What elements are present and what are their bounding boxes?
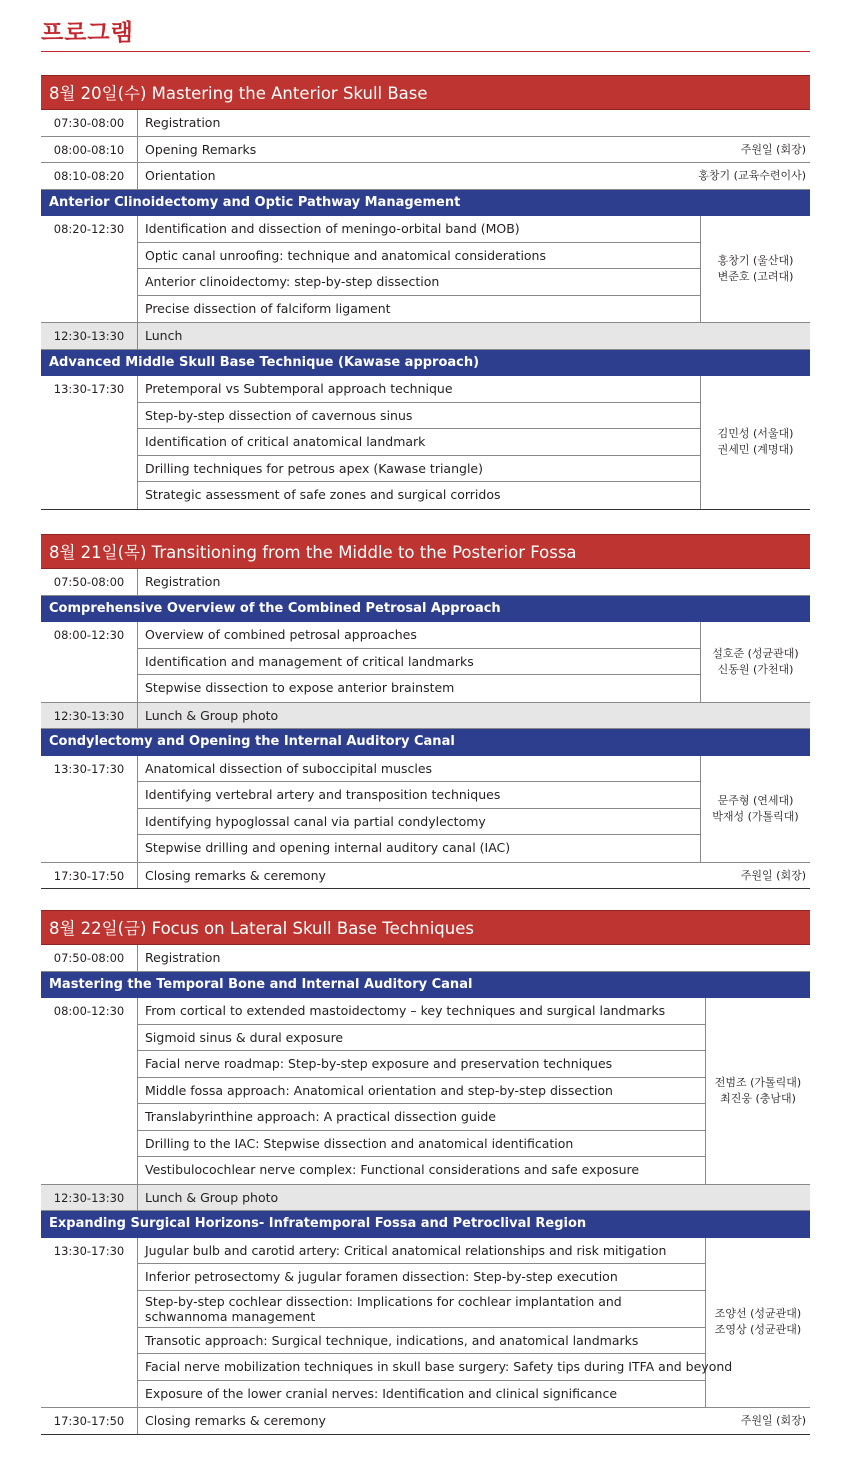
row-label: Lunch & Group photo (145, 707, 279, 723)
session-item: Anatomical dissection of suboccipital muscles (138, 756, 700, 783)
speaker: 김민성 (서울대) (717, 427, 794, 441)
session-item: Drilling techniques for petrous apex (Kawase triangle) (138, 456, 700, 483)
session-item: Exposure of the lower cranial nerves: Identification and clinical significance (145, 1385, 618, 1401)
session-item: Anterior clinoidectomy: step-by-step dissection (138, 269, 700, 296)
time-cell: 08:00-12:30 (41, 622, 138, 702)
speaker: 전범조 (가톨릭대) (714, 1075, 802, 1089)
session-title: Advanced Middle Skull Base Technique (Kawase approach) (41, 350, 810, 377)
session-block (41, 998, 810, 1185)
time-cell: 12:30-13:30 (41, 323, 138, 349)
closing-row (41, 863, 810, 890)
session-item: Strategic assessment of safe zones and surgical corridos (145, 487, 501, 502)
session-item: Stepwise drilling and opening internal auditory canal (IAC) (145, 840, 511, 855)
session-item: Precise dissection of falciform ligament (145, 300, 391, 316)
page-title: 프로그램 (41, 20, 134, 46)
session-title: Condylectomy and Opening the Internal Auditory Canal (41, 729, 810, 756)
session-item: Facial nerve roadmap: Step-by-step exposure and preservation techniques (138, 1051, 705, 1078)
speaker: 신동원 (가천대) (717, 662, 794, 676)
closing-row (41, 1408, 810, 1435)
time-cell: 07:30-08:00 (41, 110, 138, 136)
speaker: 조영상 (성균관대) (714, 1323, 802, 1337)
day-header: 8월 21일(목) Transitioning from the Middle to the Posterior Fossa (41, 534, 810, 569)
session-item: Vestibulocochlear nerve complex: Functional considerations and safe exposure (145, 1162, 640, 1177)
day-1-schedule (41, 75, 810, 510)
lunch-row (41, 1185, 810, 1212)
session-item: Identifying hypoglossal canal via partial condylectomy (138, 809, 700, 836)
session-speakers (701, 216, 810, 322)
row-label: Opening Remarks (145, 141, 257, 157)
time-cell: 08:00-08:10 (41, 137, 138, 163)
schedule-row (41, 163, 810, 190)
session-item: Stepwise dissection to expose anterior brainstem (145, 680, 455, 695)
speaker: 문주형 (연세대) (717, 793, 794, 807)
session-title: Mastering the Temporal Bone and Internal Auditory Canal (41, 972, 810, 999)
day-header: 8월 20일(수) Mastering the Anterior Skull Base (41, 75, 810, 110)
schedule-row (41, 110, 810, 137)
session-block (41, 376, 810, 510)
day-header: 8월 22일(금) Focus on Lateral Skull Base Techniques (41, 910, 810, 945)
row-label: Lunch (145, 328, 183, 343)
time-cell: 12:30-13:30 (41, 1185, 138, 1211)
time-cell: 17:30-17:50 (41, 1408, 138, 1434)
session-item: Pretemporal vs Subtemporal approach technique (138, 376, 700, 403)
row-label: Registration (145, 950, 221, 965)
speaker: 권세민 (계명대) (717, 443, 794, 457)
speaker: 주원일 (회장) (740, 1414, 806, 1427)
time-cell: 07:50-08:00 (41, 569, 138, 595)
session-title: Comprehensive Overview of the Combined Petrosal Approach (41, 596, 810, 623)
session-items (138, 1238, 733, 1408)
session-item: Identifying vertebral artery and transposition techniques (138, 782, 700, 809)
row-label: Registration (145, 574, 221, 589)
speaker: 홍창기 (울산대) (717, 254, 794, 267)
time-cell: 08:10-08:20 (41, 163, 138, 189)
schedule-row (41, 569, 810, 596)
row-label: Lunch & Group photo (145, 1189, 279, 1205)
session-block (41, 1238, 810, 1409)
time-cell: 08:00-12:30 (41, 998, 138, 1184)
time-cell: 13:30-17:30 (41, 376, 138, 509)
speaker: 조양선 (성균관대) (714, 1307, 802, 1321)
time-cell: 17:30-17:50 (41, 863, 138, 889)
session-item: Facial nerve mobilization techniques in skull base surgery: Safety tips during ITFA and beyond (138, 1354, 705, 1381)
session-item: Identification of critical anatomical landmark (138, 429, 700, 456)
session-item: Inferior petrosectomy & jugular foramen dissection: Step-by-step execution (138, 1264, 705, 1291)
session-items (138, 998, 706, 1184)
session-item: Step-by-step cochlear dissection: Implications for cochlear implantation and schwannoma management (138, 1291, 705, 1328)
session-item: Sigmoid sinus & dural exposure (138, 1025, 705, 1052)
schedule-row (41, 137, 810, 164)
speaker: 변준호 (고려대) (717, 270, 794, 283)
session-title: Anterior Clinoidectomy and Optic Pathway Management (41, 190, 810, 217)
session-speakers (701, 756, 810, 862)
row-label: Closing remarks & ceremony (145, 1413, 326, 1428)
day-3-schedule (41, 910, 810, 1435)
time-cell: 13:30-17:30 (41, 1238, 138, 1408)
session-item: From cortical to extended mastoidectomy – key techniques and surgical landmarks (138, 998, 705, 1025)
lunch-row (41, 703, 810, 730)
session-item: Optic canal unroofing: technique and anatomical considerations (138, 243, 700, 270)
session-item: Drilling to the IAC: Stepwise dissection and anatomical identification (138, 1131, 705, 1158)
time-cell: 13:30-17:30 (41, 756, 138, 862)
session-item: Middle fossa approach: Anatomical orientation and step-by-step dissection (138, 1078, 705, 1105)
session-item: Identification and management of critical landmarks (138, 649, 700, 676)
session-item: Overview of combined petrosal approaches (138, 622, 700, 649)
lunch-row (41, 323, 810, 350)
session-title: Expanding Surgical Horizons- Infratemporal Fossa and Petroclival Region (41, 1211, 810, 1238)
schedule-row (41, 945, 810, 972)
session-items (138, 622, 701, 702)
speaker: 설호준 (성균관대) (712, 646, 799, 660)
session-item: Identification and dissection of meningo-orbital band (MOB) (138, 216, 700, 243)
session-speakers (706, 998, 810, 1184)
session-items (138, 376, 701, 509)
time-cell: 07:50-08:00 (41, 945, 138, 971)
day-2-schedule (41, 534, 810, 889)
session-speakers (701, 376, 810, 509)
time-cell: 08:20-12:30 (41, 216, 138, 322)
session-items (138, 756, 701, 862)
speaker: 주원일 (회장) (740, 142, 806, 156)
row-label: Registration (145, 115, 221, 130)
session-items (138, 216, 701, 322)
session-block (41, 622, 810, 703)
speaker: 박재성 (가톨릭대) (712, 809, 799, 823)
session-block (41, 216, 810, 323)
speaker: 홍창기 (교육수련이사) (698, 169, 806, 182)
session-speakers (701, 622, 810, 702)
time-cell: 12:30-13:30 (41, 703, 138, 729)
speaker: 주원일 (회장) (740, 868, 806, 882)
row-label: Orientation (145, 168, 216, 183)
title-divider (41, 51, 810, 52)
session-item: Translabyrinthine approach: A practical dissection guide (138, 1104, 705, 1131)
session-item: Step-by-step dissection of cavernous sinus (138, 403, 700, 430)
speaker: 최진웅 (충남대) (720, 1091, 796, 1105)
session-item: Transotic approach: Surgical technique, indications, and anatomical landmarks (138, 1328, 705, 1355)
session-item: Jugular bulb and carotid artery: Critical anatomical relationships and risk mitigation (138, 1238, 705, 1265)
row-label: Closing remarks & ceremony (145, 867, 326, 883)
session-speakers (706, 1238, 810, 1408)
session-block (41, 756, 810, 863)
